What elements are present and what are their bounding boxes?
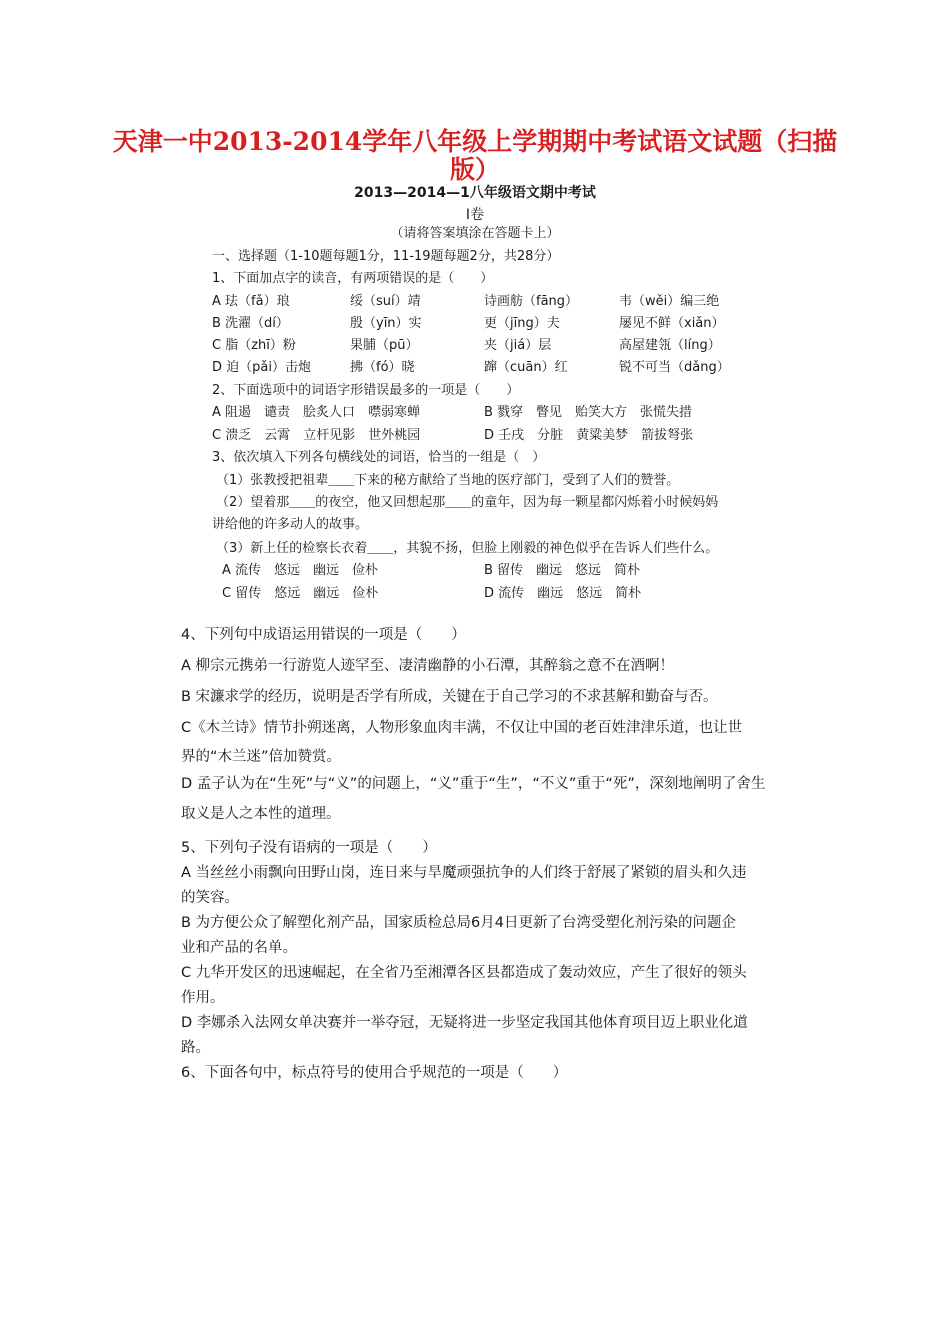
q1-option-c3: 夹（jiá）层 xyxy=(484,338,552,353)
q2-option-a: A 阻遏 谴责 脍炙人口 噤弱寒蝉 xyxy=(212,405,421,420)
question-3-stem: 3、依次填入下列各句横线处的词语，恰当的一组是（ ） xyxy=(212,450,546,465)
document-title-line1: 天津一中2013-2014学年八年级上学期期中考试语文试题（扫描 xyxy=(112,127,838,156)
question-2-stem: 2、下面选项中的词语字形错误最多的一项是（ ） xyxy=(212,383,520,398)
document-title-line2: 版） xyxy=(449,155,500,184)
question-1-stem: 1、下面加点字的读音，有两项错误的是（ ） xyxy=(212,271,494,286)
q1-option-b4: 屡见不鲜（xiǎn） xyxy=(619,316,725,331)
q3-option-d: D 流传 幽远 悠远 简朴 xyxy=(484,586,642,601)
q4-option-c-line1: C《木兰诗》情节扑朔迷离，人物形象血肉丰满，不仅让中国的老百姓津津乐道，也让世 xyxy=(181,720,743,736)
q1-option-a3: 诗画舫（fāng） xyxy=(484,294,579,309)
q1-option-d2: 拂（fó）晓 xyxy=(350,360,415,375)
q3-sentence-2b: 讲给他的许多动人的故事。 xyxy=(212,517,369,532)
volume-label: Ⅰ卷 xyxy=(465,207,485,223)
q4-option-a: A 柳宗元携弟一行游览人迹罕至、凄清幽静的小石潭，其醉翁之意不在酒啊！ xyxy=(181,658,675,674)
q2-option-b: B 戮穿 瞥见 贻笑大方 张慌失措 xyxy=(484,405,693,420)
q1-option-a4: 韦（wěi）编三绝 xyxy=(619,294,720,309)
q5-option-d-line2: 路。 xyxy=(181,1040,210,1056)
q5-option-b-line1: B 为方便公众了解塑化剂产品，国家质检总局6月4日更新了台湾受塑化剂污染的问题企 xyxy=(181,915,737,931)
q3-option-a: A 流传 悠远 幽远 俭朴 xyxy=(222,563,379,578)
q5-option-b-line2: 业和产品的名单。 xyxy=(181,940,297,956)
q4-option-b: B 宋濂求学的经历，说明是否学有所成，关键在于自己学习的不求甚解和勤奋与否。 xyxy=(181,689,718,705)
q1-option-b3: 更（jīng）夫 xyxy=(484,316,560,331)
q1-option-c4: 高屋建瓴（líng） xyxy=(619,338,721,353)
q3-sentence-1: （1）张教授把祖辈＿＿下来的秘方献给了当地的医疗部门，受到了人们的赞誉。 xyxy=(216,473,680,488)
q5-option-a-line2: 的笑容。 xyxy=(181,890,239,906)
exam-title: 2013—2014—1八年级语文期中考试 xyxy=(354,185,596,201)
question-6-stem: 6、下面各句中，标点符号的使用合乎规范的一项是（ ） xyxy=(181,1065,568,1081)
q1-option-b1: B 洗濯（dí） xyxy=(212,316,289,331)
q1-option-b2: 殷（yīn）实 xyxy=(350,316,422,331)
q2-option-c: C 溃乏 云霄 立杆见影 世外桃园 xyxy=(212,428,421,443)
question-5-stem: 5、下列句子没有语病的一项是（ ） xyxy=(181,840,437,856)
q1-option-a2: 绥（suí）靖 xyxy=(350,294,421,309)
q3-option-c: C 留传 悠远 幽远 俭朴 xyxy=(222,586,379,601)
answer-note: （请将答案填涂在答题卡上） xyxy=(390,226,560,241)
question-4-stem: 4、下列句中成语运用错误的一项是（ ） xyxy=(181,627,466,643)
q1-option-c2: 果脯（pū） xyxy=(350,338,419,353)
q1-option-a1: A 珐（fǎ）琅 xyxy=(212,294,290,309)
q5-option-c-line1: C 九华开发区的迅速崛起，在全省乃至湘潭各区县都造成了轰动效应，产生了很好的领头 xyxy=(181,965,747,981)
q5-option-c-line2: 作用。 xyxy=(181,990,225,1006)
section-heading: 一、选择题（1-10题每题1分，11-19题每题2分，共28分） xyxy=(212,249,560,264)
q3-sentence-2a: （2）望着那＿＿的夜空，他又回想起那＿＿的童年，因为每一颗星都闪烁着小时候妈妈 xyxy=(216,495,719,510)
q4-option-c-line2: 界的“木兰迷”倍加赞赏。 xyxy=(181,749,342,765)
q1-option-c1: C 脂（zhī）粉 xyxy=(212,338,296,353)
q3-sentence-3: （3）新上任的检察长衣着＿＿，其貌不扬，但脸上刚毅的神色似乎在告诉人们些什么。 xyxy=(216,541,719,556)
q1-option-d4: 锐不可当（dǎng） xyxy=(619,360,730,375)
q3-option-b: B 留传 幽远 悠远 简朴 xyxy=(484,563,641,578)
q1-option-d3: 蹿（cuān）红 xyxy=(484,360,568,375)
q4-option-d-line1: D 孟子认为在“生死”与“义”的问题上，“义”重于“生”，“不义”重于“死”，深刻地阐明了舍生 xyxy=(181,776,766,792)
q5-option-d-line1: D 李娜杀入法网女单决赛并一举夺冠，无疑将进一步坚定我国其他体育项目迈上职业化道 xyxy=(181,1015,748,1031)
q5-option-a-line1: A 当丝丝小雨飘向田野山岗，连日来与旱魔顽强抗争的人们终于舒展了紧锁的眉头和久违 xyxy=(181,865,747,881)
q4-option-d-line2: 取义是人之本性的道理。 xyxy=(181,806,341,822)
q2-option-d: D 壬戌 分脏 黄粱美梦 箭拔弩张 xyxy=(484,428,694,443)
q1-option-d1: D 迫（pǎi）击炮 xyxy=(212,360,311,375)
